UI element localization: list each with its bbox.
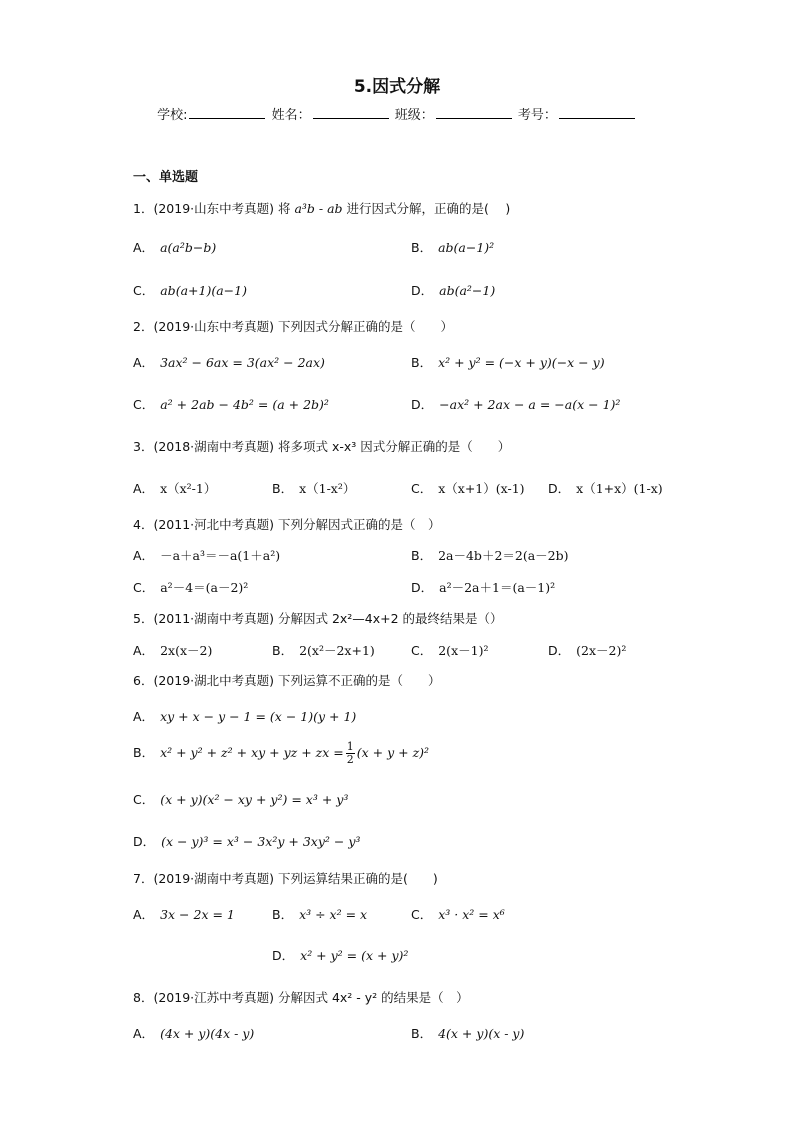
question-3-option-d[interactable]: D． x（1+x）(1-x)	[548, 481, 663, 496]
question-4-option-a[interactable]: A． －a＋a³＝－a(1＋a²)	[133, 548, 281, 563]
question-5-option-b[interactable]: B． 2(x²－2x+1)	[272, 643, 375, 658]
option-text: (x + y)(x² − xy + y²) = x³ + y³	[160, 792, 349, 807]
exam-no-label: 考号：	[517, 108, 557, 123]
question-3-option-b[interactable]: B． x（1-x²）	[272, 481, 356, 496]
option-text: a(a²b−b)	[160, 240, 217, 255]
question-3-option-c[interactable]: C． x（x+1）(x-1)	[411, 481, 525, 496]
option-text: (4x + y)(4x - y)	[160, 1026, 255, 1041]
name-blank[interactable]	[313, 106, 389, 119]
question-7-option-a[interactable]: A． 3x − 2x = 1	[133, 907, 235, 922]
option-text: x² + y² = (−x + y)(−x − y)	[438, 355, 605, 370]
question-6-option-b[interactable]: B． x² + y² + z² + xy + yz + zx = $\frac{1}{2}$ (x + y + z)²	[133, 740, 430, 766]
question-7-stem: 7．(2019·湖南中考真题) 下列运算结果正确的是( )	[133, 871, 438, 886]
question-1-stem-pre: 1．(2019·山东中考真题) 将	[133, 201, 291, 216]
option-text: x³ · x² = x⁶	[438, 907, 505, 922]
option-text: a² + 2ab − 4b² = (a + 2b)²	[160, 397, 329, 412]
option-text: (2x－2)²	[576, 643, 627, 658]
question-2-option-c[interactable]: C． a² + 2ab − 4b² = (a + 2b)²	[133, 397, 329, 412]
question-6-option-c[interactable]: C． (x + y)(x² − xy + y²) = x³ + y³	[133, 792, 349, 807]
option-text: x² + y² = (x + y)²	[300, 948, 409, 963]
option-text: 4(x + y)(x - y)	[438, 1026, 525, 1041]
question-1-stem	[133, 199, 510, 217]
student-info-line	[0, 104, 794, 123]
question-1-stem-post: 进行因式分解，正确的是( )	[346, 201, 511, 216]
question-5-stem: 5．(2011·湖南中考真题) 分解因式 2x²—4x+2 的最终结果是（）	[133, 611, 503, 626]
option-text: ab(a²−1)	[439, 283, 496, 298]
question-5-option-a[interactable]: A． 2x(x－2)	[133, 643, 213, 658]
question-1-option-b[interactable]: B． ab(a−1)²	[411, 240, 495, 255]
question-8-option-a[interactable]: A． (4x + y)(4x - y)	[133, 1026, 255, 1041]
question-7-option-c[interactable]: C． x³ · x² = x⁶	[411, 907, 505, 922]
option-text-pre: x² + y² + z² + xy + yz + zx =	[160, 745, 344, 760]
option-text: x（1-x²）	[299, 481, 356, 496]
option-text: 2a－4b＋2＝2(a－2b)	[438, 548, 569, 563]
question-4-stem: 4．(2011·河北中考真题) 下列分解因式正确的是（ ）	[133, 517, 441, 532]
question-2-option-d[interactable]: D． −ax² + 2ax − a = −a(x − 1)²	[411, 397, 621, 412]
question-5-option-c[interactable]: C． 2(x－1)²	[411, 643, 489, 658]
option-text: x（x²-1）	[160, 481, 217, 496]
question-2-option-a[interactable]: A． 3ax² − 6ax = 3(ax² − 2ax)	[133, 355, 325, 370]
question-2-option-b[interactable]: B． x² + y² = (−x + y)(−x − y)	[411, 355, 605, 370]
option-text: 2x(x－2)	[160, 643, 213, 658]
option-text: 3x − 2x = 1	[160, 907, 235, 922]
class-label: 班级：	[394, 108, 434, 123]
question-5-option-d[interactable]: D． (2x－2)²	[548, 643, 627, 658]
question-2-stem: 2．(2019·山东中考真题) 下列因式分解正确的是（ ）	[133, 319, 453, 334]
class-blank[interactable]	[436, 106, 512, 119]
question-3-stem: 3．(2018·湖南中考真题) 将多项式 x-x³ 因式分解正确的是（ ）	[133, 439, 511, 454]
question-1-option-c[interactable]: C． ab(a+1)(a−1)	[133, 283, 247, 298]
option-text-post: (x + y + z)²	[356, 745, 430, 760]
option-text: ab(a−1)²	[438, 240, 495, 255]
question-6-stem: 6．(2019·湖北中考真题) 下列运算不正确的是（ ）	[133, 673, 441, 688]
option-text: a²－4＝(a－2)²	[160, 580, 249, 595]
option-text: －a＋a³＝－a(1＋a²)	[160, 548, 281, 563]
question-1-stem-math: a³b - ab	[294, 201, 343, 216]
option-text: ab(a+1)(a−1)	[160, 283, 247, 298]
question-6-option-d[interactable]: D． (x − y)³ = x³ − 3x²y + 3xy² − y³	[133, 834, 361, 849]
question-4-option-c[interactable]: C． a²－4＝(a－2)²	[133, 580, 249, 595]
fraction: $\frac{1}{2}$	[346, 740, 354, 766]
option-text: −ax² + 2ax − a = −a(x − 1)²	[439, 397, 621, 412]
question-8-stem: 8．(2019·江苏中考真题) 分解因式 4x² - y² 的结果是（ ）	[133, 990, 469, 1005]
option-text: x（x+1）(x-1)	[438, 481, 525, 496]
question-7-option-d[interactable]: D． x² + y² = (x + y)²	[272, 948, 409, 963]
option-text: x（1+x）(1-x)	[576, 481, 663, 496]
page-title: 5.因式分解	[353, 77, 441, 97]
name-label: 姓名：	[271, 108, 311, 123]
option-text: a²－2a＋1＝(a－1)²	[439, 580, 556, 595]
question-4-option-d[interactable]: D． a²－2a＋1＝(a－1)²	[411, 580, 556, 595]
option-text: 2(x²－2x+1)	[299, 643, 375, 658]
exam-no-blank[interactable]	[559, 106, 635, 119]
option-text: 3ax² − 6ax = 3(ax² − 2ax)	[160, 355, 325, 370]
school-label: 学校:	[157, 108, 188, 123]
option-text: (x − y)³ = x³ − 3x²y + 3xy² − y³	[161, 834, 361, 849]
question-4-option-b[interactable]: B． 2a－4b＋2＝2(a－2b)	[411, 548, 569, 563]
question-3-option-a[interactable]: A． x（x²-1）	[133, 481, 217, 496]
option-text: 2(x－1)²	[438, 643, 489, 658]
question-1-option-d[interactable]: D． ab(a²−1)	[411, 283, 496, 298]
option-text: x³ ÷ x² = x	[299, 907, 368, 922]
school-blank[interactable]	[189, 106, 265, 119]
question-8-option-b[interactable]: B． 4(x + y)(x - y)	[411, 1026, 525, 1041]
question-1-option-a[interactable]: A． a(a²b−b)	[133, 240, 217, 255]
question-6-option-a[interactable]: A． xy + x − y − 1 = (x − 1)(y + 1)	[133, 709, 357, 724]
question-7-option-b[interactable]: B． x³ ÷ x² = x	[272, 907, 368, 922]
option-text: xy + x − y − 1 = (x − 1)(y + 1)	[160, 709, 357, 724]
section-heading: 一、单选题	[133, 170, 199, 185]
